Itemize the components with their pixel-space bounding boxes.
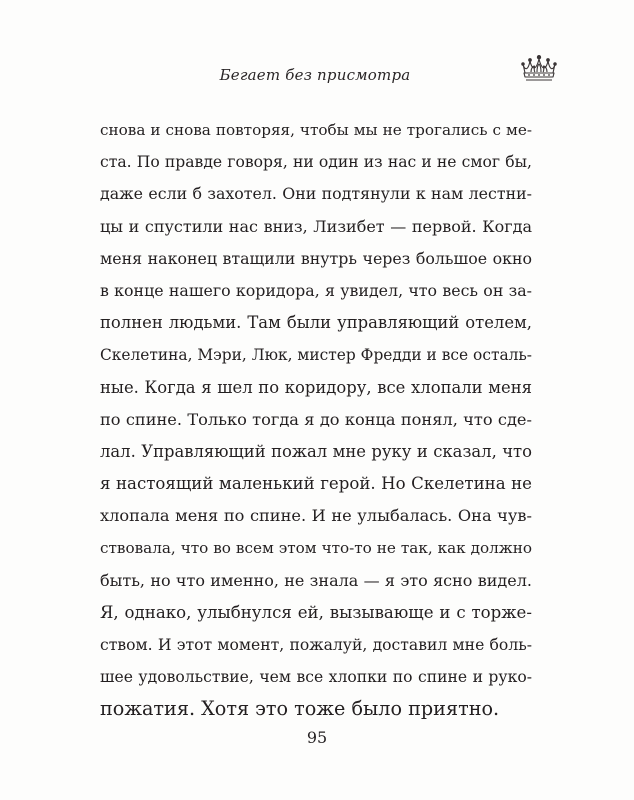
text-line: снова и снова повторяя, чтобы мы не трогались с ме- — [100, 121, 532, 139]
text-line: пожатия. Хотя это тоже было приятно. — [100, 697, 500, 721]
text-line: шее удовольствие, чем все хлопки по спине и руко- — [100, 668, 532, 687]
text-line: Скелетина, Мэри, Люк, мистер Фредди и все осталь- — [100, 346, 532, 365]
text-line: Я, однако, улыбнулся ей, вызывающе и с торже- — [100, 602, 532, 622]
text-line: быть, но что именно, не знала — я это ясно видел. — [100, 570, 532, 590]
text-line: ные. Когда я шел по коридору, все хлопали меня — [100, 377, 532, 397]
text-line: меня наконец втащили внутрь через большое окно — [100, 248, 532, 268]
text-line: в конце нашего коридора, я увидел, что весь он за- — [100, 280, 532, 300]
text-line: лал. Управляющий пожал мне руку и сказал, что — [100, 441, 532, 461]
text-line: даже если б захотел. Они подтянули к нам лестни- — [100, 184, 532, 204]
body-paragraph — [100, 114, 580, 726]
text-line: по спине. Только тогда я до конца понял, что сде- — [100, 409, 532, 429]
text-line: ствовала, что во всем этом что-то не так, как должно — [100, 539, 532, 558]
running-header-title: Бегает без присмотра — [219, 66, 411, 84]
text-line: я настоящий маленький герой. Но Скелетина не — [100, 474, 532, 494]
text-line: ста. По правде говоря, ни один из нас и не смог бы, — [100, 153, 532, 172]
text-line: цы и спустили нас вниз, Лизибет — первой. Когда — [100, 216, 532, 236]
text-line: ством. И этот момент, пожалуй, доставил мне боль- — [100, 636, 532, 654]
text-line: хлопала меня по спине. И не улыбалась. Она чув- — [100, 506, 532, 526]
page-number: 95 — [306, 728, 328, 747]
crown-icon — [519, 54, 559, 84]
text-line: полнен людьми. Там были управляющий отелем, — [100, 313, 532, 333]
